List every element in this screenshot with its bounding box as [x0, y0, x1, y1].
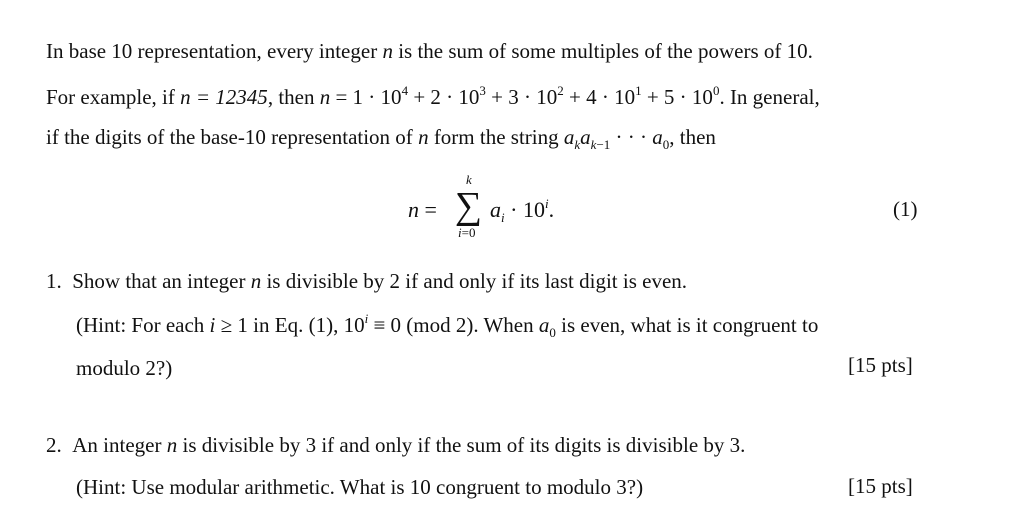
sum-lower-limit: i=0 [458, 225, 476, 240]
equation-number: (1) [893, 197, 918, 221]
item-2-hint [76, 474, 643, 500]
intro-line-2 [46, 84, 820, 110]
hint-text: (Hint: Use modular arithmetic. What is 10 congruent to modulo 3?) [76, 475, 644, 499]
item-2-text: An integer n is divisible by 3 if and only if the sum of its digits is divisible by 3. [72, 433, 746, 457]
item-1-points: [15 pts] [848, 353, 913, 377]
item-2-statement [46, 432, 745, 458]
hint-text: in Eq. (1), [247, 313, 344, 337]
summation-symbol: ∑ [455, 185, 483, 227]
hint-text: modulo 2?) [76, 356, 173, 380]
hint-text: (mod 2). When [401, 313, 539, 337]
item-1-text: Show that an integer n is divisible by 2 if and only if its last digit is even. [72, 269, 688, 293]
intro-line-3 [46, 124, 716, 150]
intro-text: In base 10 representation, every integer n is the sum of some multiples of the powers of 10. [46, 39, 813, 63]
item-1-hint-line-1 [76, 312, 818, 338]
example-number: n = 12345 [180, 85, 268, 109]
equation-lhs: n = [408, 197, 437, 222]
hint-math: $10^i \equiv 0$ [343, 311, 402, 337]
expansion-formula: $n = 1 \cdot 10^4 + 2 \cdot 10^3 + 3 \cdot 10^2 + 4 \cdot 10^1 + 5 \cdot 10^0$ [319, 83, 720, 109]
intro-text: , then [669, 125, 716, 149]
intro-text: . In general, [719, 85, 820, 109]
sum-upper-limit: k [466, 172, 472, 187]
display-equation [408, 172, 608, 253]
hint-text: is even, what is it congruent to [555, 313, 819, 337]
hint-math: i ≥ 1 [209, 313, 248, 337]
item-2-points: [15 pts] [848, 474, 913, 498]
intro-text: For example, if [46, 85, 181, 109]
hint-text: (Hint: For each [76, 313, 210, 337]
equation-rhs: $a_i \cdot 10^i$. [490, 196, 555, 225]
intro-line-1 [46, 38, 813, 64]
item-number: 1. [46, 269, 62, 293]
intro-text: form the string [428, 125, 564, 149]
var-n: n [418, 125, 429, 149]
item-number: 2. [46, 433, 62, 457]
hint-math: $a_0$ [538, 313, 556, 340]
item-1-statement [46, 268, 687, 294]
intro-text: , then [267, 85, 320, 109]
digit-string: $a_ka_{k-1}$ · · · $a_0$ [563, 125, 670, 152]
item-1-hint-line-2 [76, 355, 172, 381]
intro-text: if the digits of the base-10 representation of [46, 125, 419, 149]
